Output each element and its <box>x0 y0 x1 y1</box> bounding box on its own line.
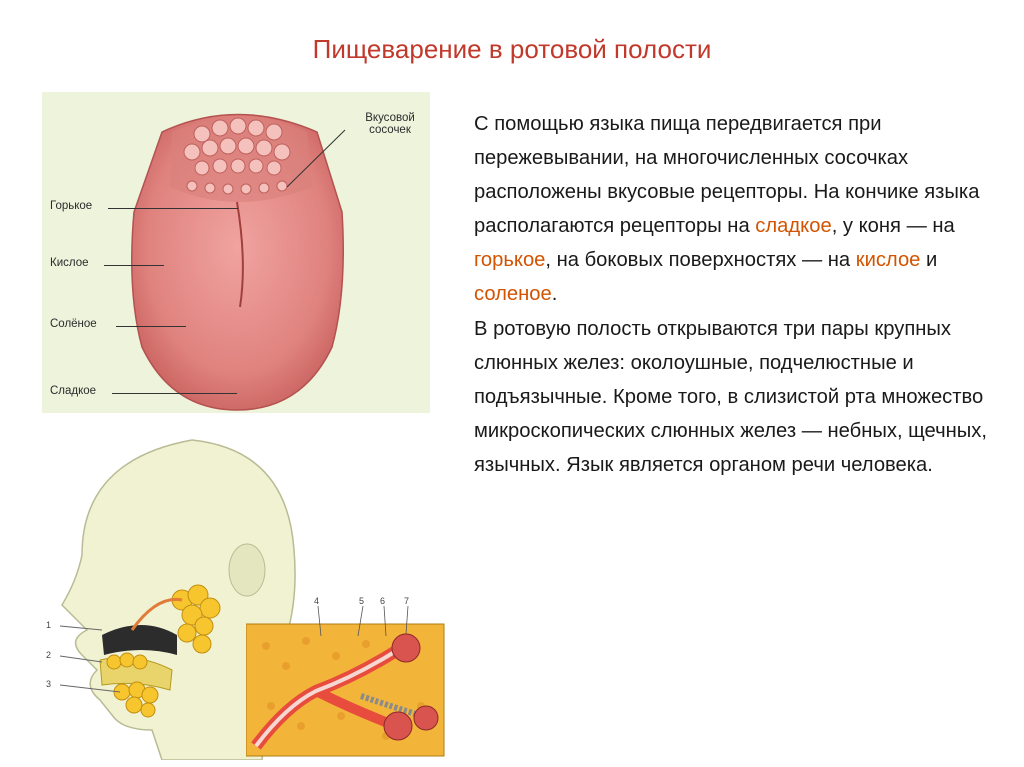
text-segment: и <box>920 249 938 272</box>
label-papilla-line1: Вкусовой <box>365 112 415 124</box>
leader-line-bitter <box>108 208 238 209</box>
gland-label-6: 6 <box>380 596 386 606</box>
label-bitter: Горькое <box>50 200 93 212</box>
label-sweet: Сладкое <box>50 385 97 397</box>
label-salty: Солёное <box>50 318 97 330</box>
head-label-2: 2 <box>46 650 52 660</box>
tongue-illustration <box>42 92 430 413</box>
leader-line-sour <box>104 265 164 266</box>
label-papilla <box>355 112 425 136</box>
text-segment: С помощью языка пища передвигается при пережевывании, на многочисленных сосочках расположены вкусовые рецепторы. На кончике языка располагаются рецепторы на <box>474 113 980 238</box>
highlight-bitter: горькое <box>474 249 546 272</box>
text-segment: , у коня — на <box>831 215 955 238</box>
highlight-sweet: сладкое <box>755 215 832 238</box>
tongue-figure <box>42 92 430 413</box>
gland-figure <box>246 596 446 759</box>
gland-label-7: 7 <box>404 596 410 606</box>
slide-title: Пищеварение в ротовой полости <box>312 34 712 64</box>
paragraph-taste <box>474 107 994 312</box>
leader-line-sweet <box>112 393 237 394</box>
text-segment: . <box>551 283 558 306</box>
paragraph-glands: В ротовую полость открываются три пары крупных слюнных желез: околоушные, подчелюстные и подъязычные. Кроме того, в слизистой рта множество микроскопических слюнных желез — небных, щечных, язычных. Язык является органом речи человека. <box>474 317 987 476</box>
highlight-sour: кислое <box>855 249 921 272</box>
label-papilla-line2: сосочек <box>369 124 411 136</box>
gland-illustration <box>246 596 446 759</box>
gland-label-4: 4 <box>314 596 320 606</box>
gland-label-5: 5 <box>359 596 365 606</box>
text-segment: , на боковых поверхностях — на <box>545 249 856 272</box>
head-label-3: 3 <box>46 679 52 689</box>
head-label-1: 1 <box>46 620 52 630</box>
label-sour: Кислое <box>50 257 89 269</box>
highlight-salty: соленое <box>474 283 552 306</box>
body-text <box>474 107 994 482</box>
leader-line-salty <box>116 326 186 327</box>
